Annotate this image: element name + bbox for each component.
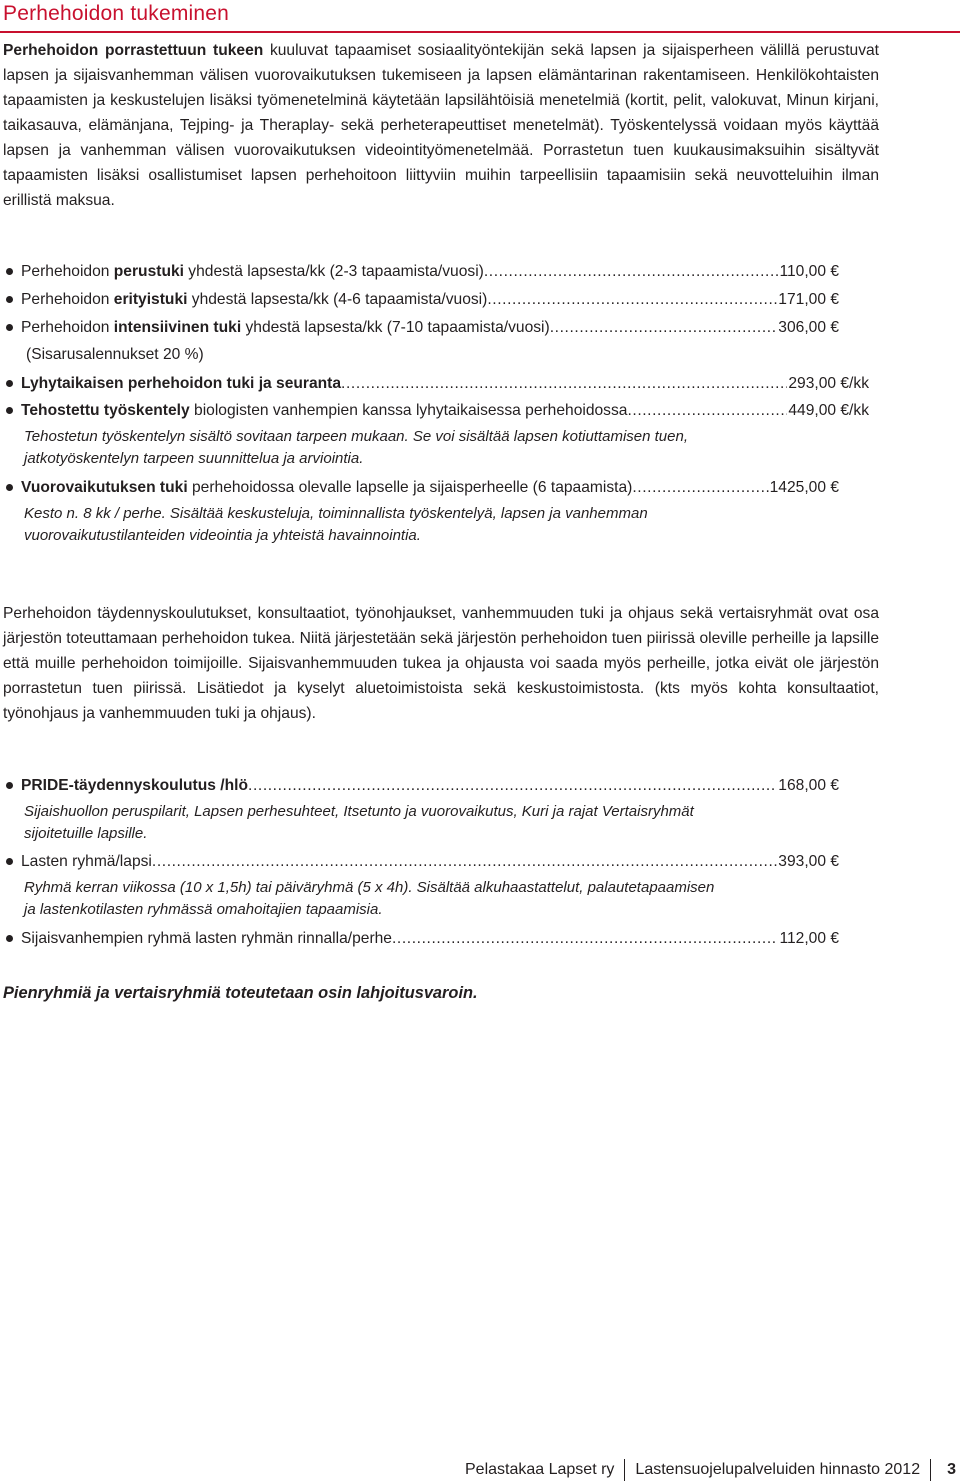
bullet-icon [6,407,13,414]
price-item-intensive-support [0,315,900,341]
leader-dots [484,259,779,285]
item-price: 449,00 €/kk [788,402,869,419]
leader-dots [627,398,787,424]
item-prefix: Perhehoidon [21,263,114,280]
item-price: 171,00 € [778,291,839,308]
footer-organization: Pelastakaa Lapset ry [465,1461,615,1478]
bullet-icon [6,484,13,491]
item-emphasis: Lyhytaikaisen perhehoidon tuki ja seuranta [21,375,342,392]
note-line: sijoitetuille lapsille. [24,825,148,842]
page-title: Perhehoidon tukeminen [3,2,230,25]
price-item-interaction-support [0,475,900,501]
item-description: perhehoidossa olevalle lapselle ja sijaisperheelle (6 tapaamista) [187,479,633,496]
item-price: 393,00 € [778,853,839,870]
note-line: Tehostetun työskentelyn sisältö sovitaan tarpeen mukaan. Se voi sisältää lapsen kotiuttamisen tuen, [24,428,689,445]
price-item-children-group [0,849,900,875]
intro-paragraph [3,38,879,213]
price-item-pride [0,773,900,799]
item-emphasis: intensiivinen tuki [113,319,242,336]
price-item-short-term [0,371,900,397]
item-price: 112,00 € [779,930,839,947]
item-emphasis: erityistuki [113,291,188,308]
item-label: Lasten ryhmä/lapsi [21,853,152,870]
bullet-icon [6,324,13,331]
item-emphasis: perustuki [113,263,184,280]
leader-dots [550,315,778,341]
price-item-special-support [0,287,900,313]
intro-lead: Perhehoidon porrastettuun tukeen [3,42,264,59]
bullet-icon [6,858,13,865]
bullet-icon [6,782,13,789]
item-price: 306,00 € [778,319,839,336]
note-line: Kesto n. 8 kk / perhe. Sisältää keskusteluja, toiminnallista työskentelyä, lapsen ja vanhemman [24,505,648,522]
note-line: Ryhmä kerran viikossa (10 x 1,5h) tai päiväryhmä (5 x 4h). Sisältää alkuhaastattelut, palautetapaamisen [24,879,715,896]
leader-dots [487,287,777,313]
leader-dots [248,773,777,799]
leader-dots [341,371,787,397]
item-emphasis: PRIDE-täydennyskoulutus /hlö [21,777,249,794]
intro-text: kuuluvat tapaamiset sosiaalityöntekijän sekä lapsen ja sijaisperheen välillä perustuvat lapsen ja sijaisvanhemman välisen vuorovaikutuksen tukemiseen ja lapsen elämäntarinan rakentamiseen. Henkilökohtaisten tapaamisten ja keskustelujen lisäksi työmenetelminä käytetään lapsilähtöisiä menetelmiä (kortit, pelit, valokuvat, Minun kirjani, taikasauva, elämänjana, Tejping- ja Theraplay- sekä perheterapeuttiset menetelmät). Työskentelyssä voidaan myös käyttää lapsen ja vanhemman välisen vuorovaikutuksen videointityömenetelmää. Porrastetun tuen kuukausimaksuihin sisältyvät tapaamisten lisäksi osallistumiset lapsen perhehoitoon liittyviin muihin tarpeellisiin tapaamisiin sekä neuvotteluihin ilman erillistä maksua. [3,42,879,209]
note-line: ja lastenkotilasten ryhmässä omahoitajien tapaamisia. [24,901,383,918]
page-footer [455,1458,960,1482]
item-prefix: Perhehoidon [21,291,114,308]
item-price: 1425,00 € [769,479,839,496]
closing-note: Pienryhmiä ja vertaisryhmiä toteutetaan osin lahjoitusvaroin. [3,984,478,1002]
item-prefix: Perhehoidon [21,319,114,336]
price-item-basic-support [0,259,900,285]
item-description: yhdestä lapsesta/kk (4-6 tapaamista/vuosi) [187,291,488,308]
footer-document-title: Lastensuojelupalveluiden hinnasto 2012 [635,1461,921,1478]
note-line: vuorovaikutustilanteiden videointia ja yhteistä havainnointia. [24,527,421,544]
page-header [0,0,960,32]
note-line: Sijaishuollon peruspilarit, Lapsen perhesuhteet, Itsetunto ja vuorovaikutus, Kuri ja rajat Vertaisryhmät [24,803,694,820]
item-description: yhdestä lapsesta/kk (2-3 tapaamista/vuosi) [183,263,484,280]
training-paragraph: Perhehoidon täydennyskoulutukset, konsultaatiot, työnohjaukset, vanhemmuuden tuki ja ohjaus sekä vertaisryhmät ovat osa järjestön toteuttamaan perhehoidon tukea. Niitä järjestetään sekä järjestön perhehoidon tuen piirissä oleville perheille ja lapsille että muille perhehoidon toimijoille. Sijaisvanhemmuuden tukea ja ohjausta voi saada myös perheille, jotka eivät ole järjestön porrastetun tuen piirissä. Lisätiedot ja kyselyt aluetoimistoista sekä keskustoimistosta. (kts myös kohta konsultaatiot, työnohjaus ja vanhemmuuden tuki ja ohjaus). [3,605,879,722]
item-price: 110,00 € [779,263,839,280]
item-note [24,801,824,845]
leader-dots [152,849,777,875]
item-price: 168,00 € [778,777,839,794]
bullet-icon [6,296,13,303]
bullet-icon [6,935,13,942]
title-underline [0,31,960,33]
bullet-icon [6,268,13,275]
note-line: jatkotyöskentelyn tarpeen suunnittelua ja arviointia. [24,450,364,467]
bullet-icon [6,380,13,387]
item-description: biologisten vanhempien kanssa lyhytaikaisessa perhehoidossa [189,402,628,419]
price-item-intensive-work [0,398,900,424]
item-label: Sijaisvanhempien ryhmä lasten ryhmän rinnalla/perhe [21,930,392,947]
price-item-parents-group [0,926,900,952]
item-note [24,426,824,470]
item-note [24,877,824,921]
leader-dots [632,475,768,501]
leader-dots [392,926,778,952]
item-emphasis: Tehostettu työskentely [21,402,190,419]
item-note [24,503,824,547]
sibling-discount: (Sisarusalennukset 20 %) [26,346,204,363]
item-description: yhdestä lapsesta/kk (7-10 tapaamista/vuosi) [241,319,550,336]
item-emphasis: Vuorovaikutuksen tuki [21,479,188,496]
page-number: 3 [947,1461,956,1478]
item-price: 293,00 €/kk [788,375,869,392]
